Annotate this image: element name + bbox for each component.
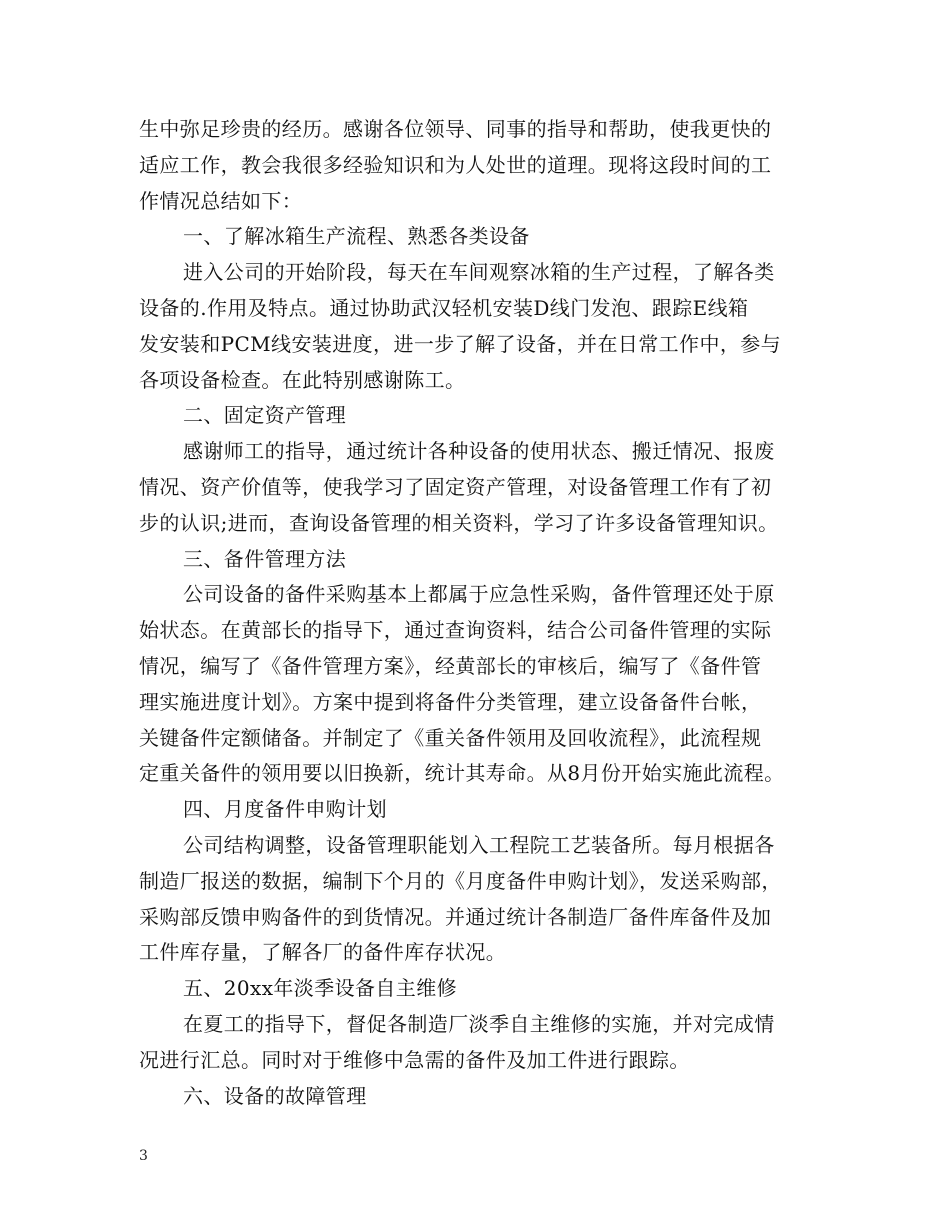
text-line: 始状态。在黄部长的指导下，通过查询资料，结合公司备件管理的实际 [139, 618, 772, 643]
paragraph-start-line: 五、20xx年淡季设备自主维修 [183, 976, 458, 1001]
text-line: 理实施进度计划》。方案中提到将备件分类管理，建立设备备件台帐， [139, 689, 762, 714]
paragraph-start-line: 四、月度备件申购计划 [183, 797, 387, 822]
paragraph-start-line: 一、了解冰箱生产流程、熟悉各类设备 [183, 224, 530, 249]
text-line: 工件库存量，了解各厂的备件库存状况。 [139, 940, 507, 965]
body-text [139, 112, 839, 1114]
paragraph-start-line: 进入公司的开始阶段，每天在车间观察冰箱的生产过程，了解各类 [183, 260, 775, 285]
paragraph-start-line: 二、固定资产管理 [183, 403, 347, 428]
page-number: 3 [139, 1148, 148, 1164]
paragraph-start-line: 公司结构调整，设备管理职能划入工程院工艺装备所。每月根据各 [183, 832, 775, 857]
text-line: 各项设备检查。在此特别感谢陈工。 [139, 367, 466, 392]
paragraph-start-line: 在夏工的指导下，督促各制造厂淡季自主维修的实施，并对完成情 [183, 1011, 775, 1036]
text-line: 发安装和PCM线安装进度，进一步了解了设备，并在日常工作中，参与 [139, 331, 782, 356]
text-line: 定重关备件的领用要以旧换新，统计其寿命。从8月份开始实施此流程。 [139, 761, 785, 786]
text-line: 情况、资产价值等，使我学习了固定资产管理，对设备管理工作有了初 [139, 474, 772, 499]
paragraph-start-line: 三、备件管理方法 [183, 546, 347, 571]
text-line: 采购部反馈申购备件的到货情况。并通过统计各制造厂备件库备件及加 [139, 904, 772, 929]
paragraph-start-line: 六、设备的故障管理 [183, 1083, 367, 1108]
text-line: 步的认识;进而，查询设备管理的相关资料，学习了许多设备管理知识。 [139, 510, 779, 535]
paragraph-start-line: 公司设备的备件采购基本上都属于应急性采购，备件管理还处于原 [183, 582, 775, 607]
text-line: 生中弥足珍贵的经历。感谢各位领导、同事的指导和帮助，使我更快的 [139, 117, 772, 141]
text-line: 关键备件定额储备。并制定了《重关备件领用及回收流程》，此流程规 [139, 725, 762, 750]
paragraph-start-line: 感谢师工的指导，通过统计各种设备的使用状态、搬迁情况、报废 [183, 439, 775, 464]
text-line: 作情况总结如下： [139, 188, 303, 213]
text-line: 况进行汇总。同时对于维修中急需的备件及加工件进行跟踪。 [139, 1047, 690, 1072]
text-line: 情况，编写了《备件管理方案》，经黄部长的审核后，编写了《备件管 [139, 653, 762, 678]
text-line: 适应工作，教会我很多经验知识和为人处世的道理。现将这段时间的工 [139, 152, 772, 177]
text-line: 设备的.作用及特点。通过协助武汉轻机安装D线门发泡、跟踪E线箱 [139, 295, 749, 320]
text-line: 制造厂报送的数据，编制下个月的《月度备件申购计划》，发送采购部， [139, 868, 782, 893]
